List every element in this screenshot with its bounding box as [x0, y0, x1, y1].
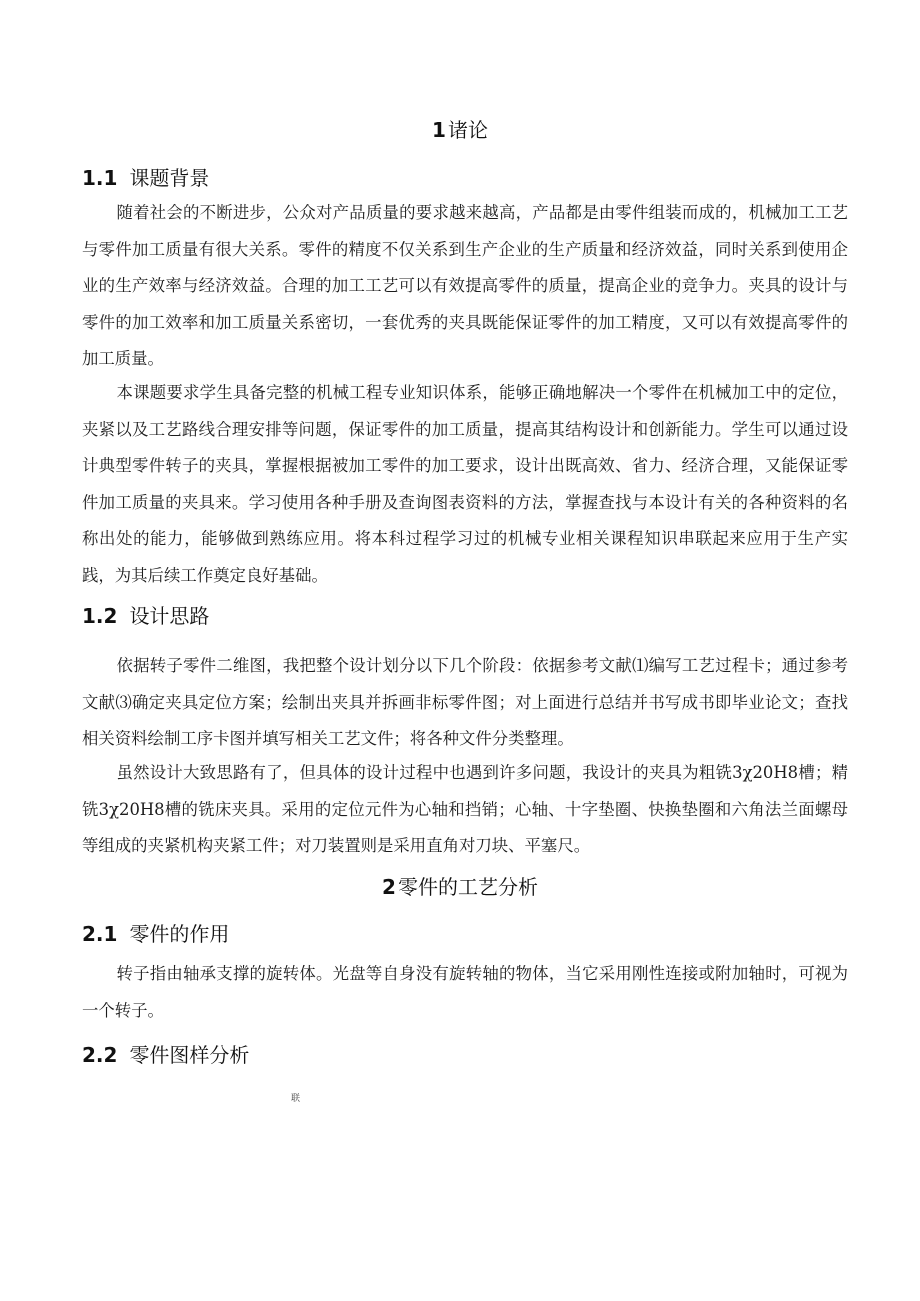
paragraph-design-2: 虽然设计大致思路有了，但具体的设计过程中也遇到许多问题，我设计的夹具为粗铣3χ20H8槽；精铣3χ20H8槽的铣床夹具。采用的定位元件为心轴和挡销；心轴、十字垫圈、快换垫圈和六角法兰面螺母等组成的夹紧机构夹紧工件；对刀装置则是采用直角对刀块、平塞尺。 [82, 763, 848, 855]
section-number: 1.1 [82, 166, 118, 190]
paragraph-design-1: 依据转子零件二维图，我把整个设计划分以下几个阶段：依据参考文献⑴编写工艺过程卡；通过参考文献⑶确定夹具定位方案；绘制出夹具并拆画非标零件图；对上面进行总结并书写成书即毕业论文；查找相关资料绘制工序卡图并填写相关工艺文件；将各种文件分类整理。 [82, 656, 848, 748]
chapter-title: 零件的工艺分析 [397, 875, 538, 899]
section-1-1-heading [82, 164, 209, 192]
section-title: 课题背景 [129, 166, 210, 190]
section-2-1-heading [82, 920, 229, 948]
section-title: 设计思路 [129, 604, 210, 628]
section-title: 零件的作用 [129, 922, 230, 946]
section-number: 2.2 [82, 1043, 118, 1067]
paragraph-background-1: 随着社会的不断进步，公众对产品质量的要求越来越高，产品都是由零件组装而成的，机械加工工艺与零件加工质量有很大关系。零件的精度不仅关系到生产企业的生产质量和经济效益，同时关系到使用企业的生产效率与经济效益。合理的加工工艺可以有效提高零件的质量，提高企业的竞争力。夹具的设计与零件的加工效率和加工质量关系密切，一套优秀的夹具既能保证零件的加工精度，又可以有效提高零件的加工质量。 [82, 203, 848, 368]
section-2-2-heading [82, 1041, 249, 1069]
section-1-2-heading [82, 602, 209, 630]
stray-mark: 联 [291, 1094, 301, 1104]
section-number: 2.1 [82, 922, 118, 946]
chapter-2-heading [0, 873, 920, 901]
chapter-title: 诸论 [447, 118, 488, 142]
section-title: 零件图样分析 [129, 1043, 250, 1067]
chapter-number: 2 [382, 875, 396, 899]
chapter-number: 1 [432, 118, 446, 142]
paragraph-part-function: 转子指由轴承支撑的旋转体。光盘等自身没有旋转轴的物体，当它采用刚性连接或附加轴时，可视为一个转子。 [82, 964, 848, 1020]
paragraph-background-2: 本课题要求学生具备完整的机械工程专业知识体系，能够正确地解决一个零件在机械加工中的定位，夹紧以及工艺路线合理安排等问题，保证零件的加工质量，提高其结构设计和创新能力。学生可以通过设计典型零件转子的夹具，掌握根据被加工零件的加工要求，设计出既高效、省力、经济合理，又能保证零件加工质量的夹具来。学习使用各种手册及查询图表资料的方法，掌握查找与本设计有关的各种资料的名称出处的能力，能够做到熟练应用。将本科过程学习过的机械专业相关课程知识串联起来应用于生产实践，为其后续工作奠定良好基础。 [82, 383, 848, 585]
chapter-1-heading [0, 116, 920, 144]
section-number: 1.2 [82, 604, 118, 628]
